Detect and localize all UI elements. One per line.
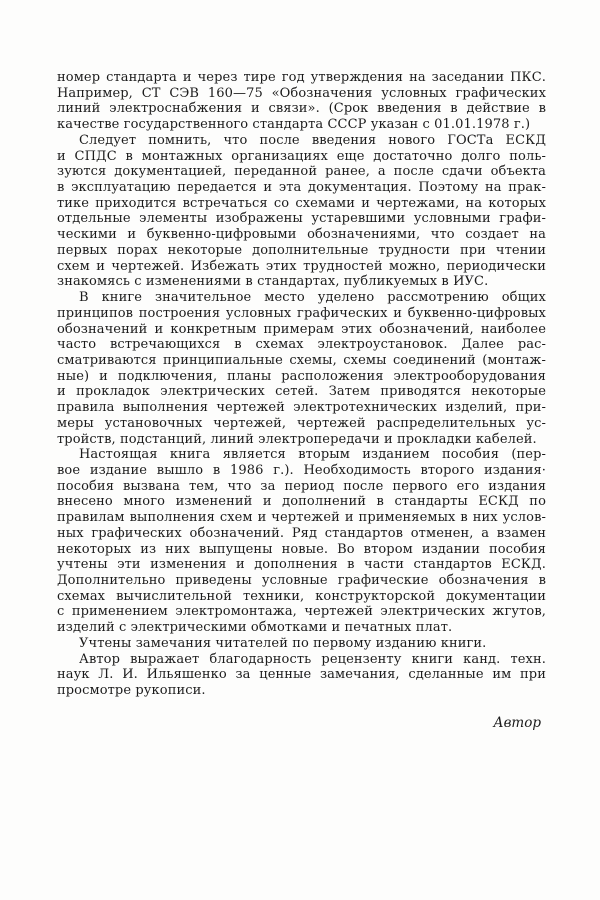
text-line: правилам выполнения схем и чертежей и применяемых в них услов- — [57, 510, 546, 526]
page-text — [57, 70, 546, 699]
text-line: схемах вычислительной техники, конструкторской документации — [57, 588, 546, 604]
text-line: Дополнительно приведены условные графические обозначения в — [57, 573, 546, 588]
text-line: ные) и подключения, планы расположения электрооборудования — [57, 368, 546, 384]
author-signature: Автор — [493, 715, 541, 731]
text-line: Учтены замечания читателей по первому изданию книги. — [79, 635, 487, 651]
text-line: принципов построения условных графических и буквенно-цифровых — [57, 305, 546, 321]
text-line: с применением электромонтажа, чертежей электрических жгутов, — [57, 604, 546, 620]
text-line: меры установочных чертежей, чертежей распределительных ус- — [57, 415, 546, 431]
text-line: в эксплуатацию передается и эта документация. Поэтому на прак- — [57, 180, 546, 196]
text-line: сматриваются принципиальные схемы, схемы соединений (монтаж- — [57, 352, 546, 368]
text-line: тике приходится встречаться со схемами и чертежами, на которых — [57, 195, 546, 211]
text-line: обозначений и конкретным примерам этих обозначений, наиболее — [57, 321, 546, 337]
text-line: наук Л. И. Ильяшенко за ценные замечания, сделанные им при — [57, 667, 546, 683]
text-line: учтены эти изменения и дополнения в части стандартов ЕСКД. — [57, 557, 546, 573]
text-line: и прокладок электрических сетей. Затем приводятся некоторые — [57, 384, 546, 400]
text-line: В книге значительное место уделено рассмотрению общих — [79, 290, 546, 306]
text-line: первых порах некоторые дополнительные трудности при чтении — [57, 242, 546, 258]
text-line: правила выполнения чертежей электротехнических изделий, при- — [57, 400, 546, 416]
text-line: ных графических обозначений. Ряд стандартов отменен, а взамен — [57, 525, 546, 541]
text-line: часто встречающихся в схемах электроустановок. Далее рас- — [57, 337, 546, 353]
text-line: внесено много изменений и дополнений в стандарты ЕСКД по — [57, 494, 546, 510]
text-line: и СПДС в монтажных организациях еще достаточно долго поль- — [57, 148, 546, 164]
text-line: ческими и буквенно-цифровыми обозначениями, что создает на — [57, 227, 546, 243]
text-line: схем и чертежей. Избежать этих трудностей можно, периодически — [57, 258, 546, 274]
text-line: Например, СТ СЭВ 160—75 «Обозначения условных графических — [57, 85, 546, 101]
text-line: вое издание вышло в 1986 г.). Необходимость второго издания· — [57, 462, 546, 478]
text-line: Следует помнить, что после введения нового ГОСТа ЕСКД — [79, 132, 546, 148]
text-line: изделий с электрическими обмотками и печатных плат. — [57, 620, 453, 636]
text-line: пособия вызвана тем, что за период после первого его издания — [57, 478, 546, 494]
text-line: зуются документацией, переданной ранее, а после сдачи объекта — [57, 164, 546, 180]
text-line: знакомясь с изменениями в стандартах, публикуемых в ИУС. — [57, 274, 489, 290]
text-line: отдельные элементы изображены устаревшими условными графи- — [57, 211, 546, 227]
text-line: просмотре рукописи. — [57, 683, 206, 699]
text-line: качестве государственного стандарта СССР указан с 01.01.1978 г.) — [57, 117, 531, 133]
text-line: тройств, подстанций, линий электропередачи и прокладки кабелей. — [57, 431, 537, 447]
text-line: линий электроснабжения и связи». (Срок введения в действие в — [57, 101, 546, 117]
text-line: некоторых из них выпущены новые. Во втором издании пособия — [57, 541, 546, 557]
text-line: Настоящая книга является вторым изданием пособия (пер- — [79, 447, 546, 463]
text-line: номер стандарта и через тире год утверждения на заседании ПКС. — [57, 70, 546, 85]
text-line: Автор выражает благодарность рецензенту книги канд. техн. — [79, 651, 546, 667]
